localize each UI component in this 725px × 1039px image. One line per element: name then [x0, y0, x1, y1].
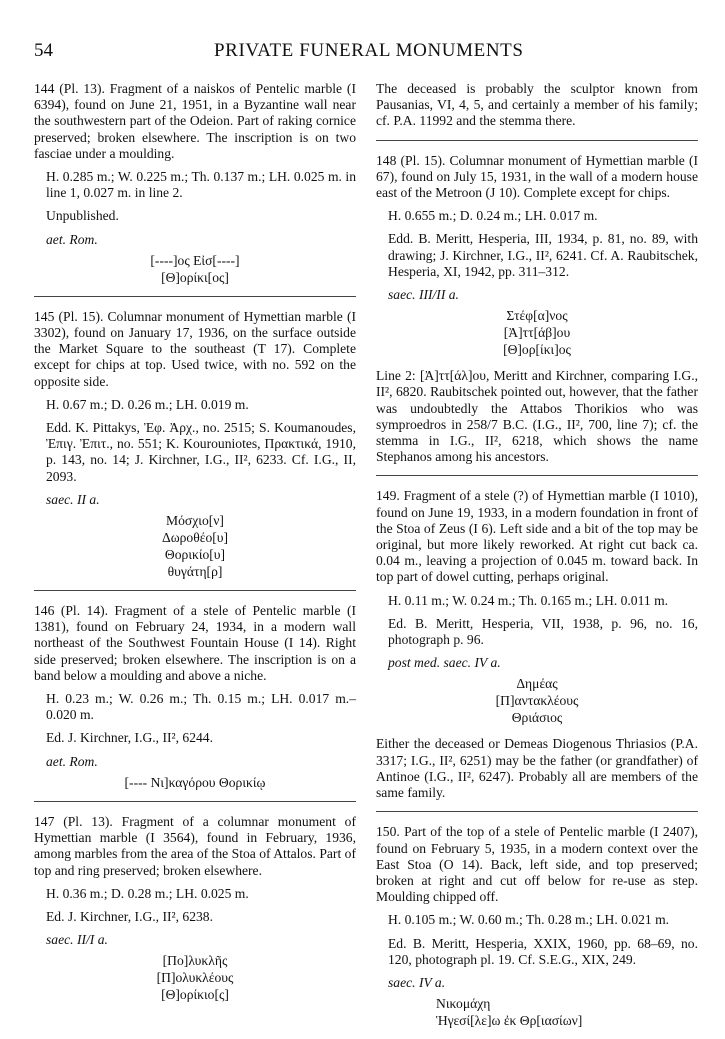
entry-145 — [34, 309, 356, 580]
editions: Ed. B. Meritt, Hesperia, XXIX, 1960, pp. 68–69, no. 120, photograph pl. 19. Cf. S.E.G., XIX, 249. — [388, 935, 698, 967]
entry-divider — [34, 296, 356, 297]
editions: Ed. J. Kirchner, I.G., II², 6238. — [46, 908, 213, 924]
inscription — [376, 307, 698, 358]
inscription-line: Μόσχιο[ν] — [166, 513, 224, 529]
inscription-line: [Ἀ]ττ[άβ]ου — [503, 325, 571, 341]
date-label: saec. III/II a. — [388, 287, 459, 303]
inscription — [34, 512, 356, 580]
editions: Edd. B. Meritt, Hesperia, III, 1934, p. 81, no. 89, with drawing; J. Kirchner, I.G., II², 6241. Cf. A. Raubitschek, Hesperia, XI, 1942, pp. 311–312. — [388, 231, 698, 279]
date-label: saec. II/I a. — [46, 932, 108, 948]
entry-146 — [34, 603, 356, 791]
inscription-line: [Θ]ορίκιο[ς] — [161, 987, 229, 1003]
entry-description: 147 (Pl. 13). Fragment of a columnar monument of Hymettian marble (I 3564), found in February, 1936, among marbles from the area of the Stoa of Attalos. Part of top and ring preserved; broken elsewhere. — [34, 813, 356, 878]
measurements: H. 0.23 m.; W. 0.26 m.; Th. 0.15 m.; LH. 0.017 m.–0.020 m. — [46, 691, 356, 723]
inscription-line: θυγάτη[ρ] — [167, 564, 223, 580]
entry-149 — [376, 488, 698, 801]
entry-148 — [376, 153, 698, 466]
measurements: H. 0.36 m.; D. 0.28 m.; LH. 0.025 m. — [46, 885, 249, 901]
entry-description: 149. Fragment of a stele (?) of Hymettian marble (I 1010), found on June 19, 1933, in a modern foundation in front of the Stoa of Zeus (I 6). Left side and a bit of the top may be original, but more likely reworked. At right cut back ca. 0.04 m., leaving a projection of 0.045 m. toward back. In top part of dowel cutting, perhaps original. — [376, 488, 698, 585]
entry-description: 150. Part of the top of a stele of Pentelic marble (I 2407), found on February 5, 1935, in a modern context over the East Stoa (O 14). Back, left side, and top preserved; broken at right and cut off below for re-use as step. Moulding chipped off. — [376, 824, 698, 905]
entry-divider — [34, 801, 356, 802]
publication-note: Unpublished. — [46, 208, 119, 224]
entry-divider — [34, 590, 356, 591]
entry-150 — [376, 824, 698, 1029]
entry-description: 144 (Pl. 13). Fragment of a naiskos of Pentelic marble (I 6394), found on June 21, 1951, in a Byzantine wall near the southwestern part of the Odeion. Part of raking cornice preserved; broken elsewhere. The inscription is on two fasciae under a moulding. — [34, 81, 356, 161]
editions: Ed. B. Meritt, Hesperia, VII, 1938, p. 96, no. 16, photograph p. 96. — [388, 615, 698, 648]
editions: Ed. J. Kirchner, I.G., II², 6244. — [46, 730, 213, 746]
editions: Edd. K. Pittakys, Ἐφ. Ἀρχ., no. 2515; S. Koumanoudes, Ἐπιγ. Ἐπιτ., no. 551; K. Kourouniotes, Πρακτικά, 1910, p. 143, no. 14; J. Kirchner, I.G., II², 6233. Cf. I.G., II, 2093. — [46, 420, 356, 484]
running-title: PRIVATE FUNERAL MONUMENTS — [214, 40, 524, 61]
inscription-line: Δωροθέο[υ] — [161, 530, 229, 546]
date-label: post med. saec. IV a. — [388, 655, 501, 671]
date-label: aet. Rom. — [46, 231, 98, 247]
inscription-line: [Π]αντακλέους — [495, 693, 579, 709]
inscription-line: [Πο]λυκλῆς — [162, 953, 228, 969]
date-label: saec. II a. — [46, 491, 100, 507]
inscription-line: [Π]ολυκλέους — [156, 970, 234, 986]
inscription — [376, 675, 698, 726]
entry-description: 148 (Pl. 15). Columnar monument of Hymettian marble (I 67), found on July 15, 1931, in the wall of a modern house east of the Metroon (J 10). Complete except for chips. — [376, 152, 698, 201]
date-label: aet. Rom. — [46, 753, 98, 769]
entry-description: 145 (Pl. 15). Columnar monument of Hymettian marble (I 3302), found on January 17, 1936, on the surface outside the Market Square to the southeast (T 17). Complete except for chips at top. Used twice, with no. 592 on the opposite side. — [34, 308, 356, 389]
inscription — [34, 252, 356, 286]
commentary: Either the deceased or Demeas Diogenous Thriasios (P.A. 3317; I.G., II², 6251) may be the father (or grandfather) of Antinoe (I.G., II², 6247). Probably all are members of the same family. — [376, 736, 698, 801]
measurements: H. 0.11 m.; W. 0.24 m.; Th. 0.165 m.; LH. 0.011 m. — [388, 592, 669, 608]
entry-147-continuation: The deceased is probably the sculptor known from Pausanias, VI, 4, 5, and certainly a member of his family; cf. P.A. 11992 and the stemma there. — [376, 81, 698, 129]
measurements: H. 0.655 m.; D. 0.24 m.; LH. 0.017 m. — [388, 208, 598, 224]
page-number: 54 — [34, 40, 53, 61]
inscription-line: Ἡγεσί[λε]ω ἐκ Θρ[ιασίων] — [436, 1013, 583, 1029]
entry-divider — [376, 140, 698, 141]
inscription — [34, 952, 356, 1003]
entry-description: 146 (Pl. 14). Fragment of a stele of Pentelic marble (I 1381), found on February 24, 1934, in a modern wall northeast of the Southwest Fountain House (I 14). Right side preserved; broken elsewhere. The inscription is on a band below a moulding and above a niche. — [34, 603, 356, 683]
inscription-line: Στέφ[α]νος — [506, 308, 568, 324]
inscription-line: Νικομάχη — [436, 996, 491, 1012]
inscription-line: Θριάσιος — [511, 710, 563, 726]
entry-divider — [376, 475, 698, 476]
inscription-line: Δημέας — [516, 676, 558, 692]
inscription-line: Θορικίο[υ] — [164, 547, 226, 563]
right-column — [376, 81, 698, 1039]
measurements: H. 0.67 m.; D. 0.26 m.; LH. 0.019 m. — [46, 396, 249, 412]
entry-144 — [34, 81, 356, 286]
inscription — [376, 995, 698, 1029]
left-column — [34, 81, 356, 1013]
inscription-line: [---- Νι]καγόρου Θορικίῳ — [124, 774, 266, 790]
inscription-line: [Θ]ορίκι[ος] — [161, 269, 229, 285]
entry-147 — [34, 814, 356, 1003]
page-header — [34, 40, 698, 70]
measurements: H. 0.285 m.; W. 0.225 m.; Th. 0.137 m.; LH. 0.025 m. in line 1, 0.027 m. in line 2. — [46, 169, 356, 201]
measurements: H. 0.105 m.; W. 0.60 m.; Th. 0.28 m.; LH. 0.021 m. — [388, 912, 670, 928]
date-label: saec. IV a. — [388, 974, 446, 990]
inscription-line: [----]ος Εἰσ[----] — [150, 252, 240, 268]
inscription — [34, 774, 356, 791]
entry-divider — [376, 811, 698, 812]
commentary: Line 2: [Ἀ]ττ[άλ]ου, Meritt and Kirchner, comparing I.G., II², 6820. Raubitschek pointed out, however, that the father was undoubtedly the Attabos Thorikios who was symproedros in 258/7 B.C. (I.G., II², 700, line 7); cf. the stemma in I.G., II², 6218, which shows the name Stephanos among his ancestors. — [376, 368, 698, 465]
inscription-line: [Θ]ορ[ίκι]ος — [503, 342, 571, 358]
